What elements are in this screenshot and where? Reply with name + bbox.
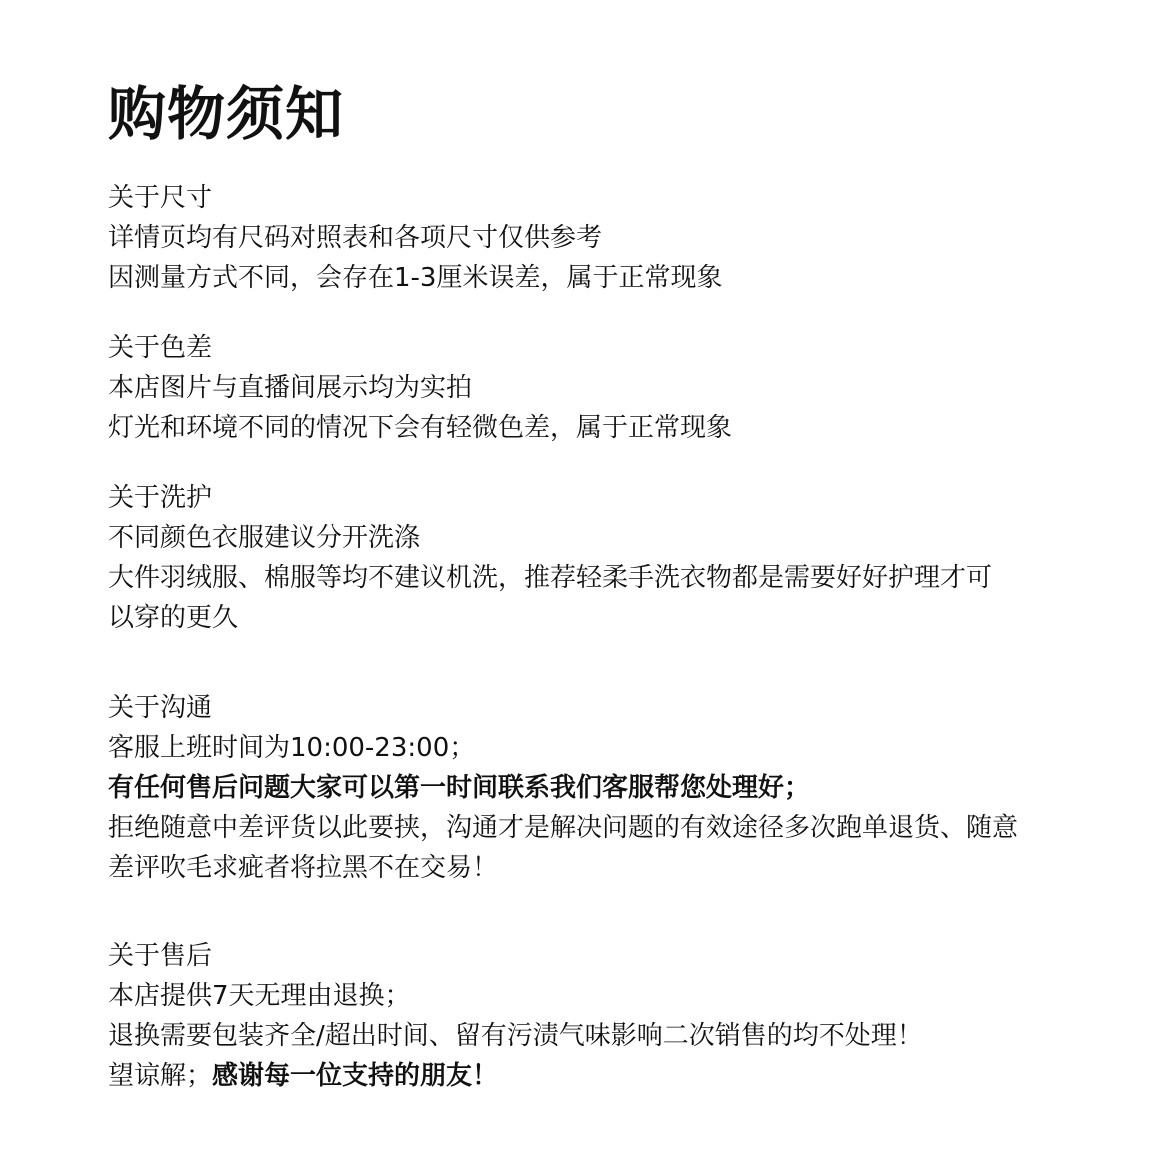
section-heading: 关于沟通 — [108, 693, 213, 723]
section-line: 退换需要包装齐全/超出时间、留有污渍气味影响二次销售的均不处理！ — [108, 1021, 923, 1051]
section-line: 本店图片与直播间展示均为实拍 — [108, 373, 473, 403]
section-closing-line — [108, 1056, 1088, 1096]
section-line: 本店提供7天无理由退换； — [108, 981, 411, 1011]
section-line: 不同颜色衣服建议分开洗涤 — [108, 523, 421, 553]
section-heading: 关于尺寸 — [108, 183, 213, 213]
section-line: 客服上班时间为10:00-23:00； — [108, 733, 476, 763]
section-line: 灯光和环境不同的情况下会有轻微色差，属于正常现象 — [108, 413, 733, 443]
closing-regular-text: 望谅解； — [108, 1061, 213, 1091]
section-after-sales — [108, 936, 1088, 1096]
section-line-emphasis: 有任何售后问题大家可以第一时间联系我们客服帮您处理好； — [108, 773, 811, 803]
closing-bold-text: 感谢每一位支持的朋友！ — [212, 1061, 499, 1091]
page-title: 购物须知 — [108, 80, 345, 148]
section-line: 拒绝随意中差评货以此要挟，沟通才是解决问题的有效途径多次跑单退货、随意 — [108, 813, 1019, 843]
section-heading: 关于售后 — [108, 941, 213, 971]
section-color-difference — [108, 328, 1088, 448]
section-line: 差评吹毛求疵者将拉黑不在交易！ — [108, 853, 499, 883]
shopping-notice — [108, 80, 1088, 1096]
section-washing-care — [108, 478, 1088, 638]
section-line: 详情页均有尺码对照表和各项尺寸仅供参考 — [108, 223, 603, 253]
section-size — [108, 178, 1088, 298]
section-communication — [108, 688, 1088, 888]
section-line: 因测量方式不同，会存在1-3厘米误差，属于正常现象 — [108, 263, 723, 293]
section-line: 以穿的更久 — [108, 603, 239, 633]
section-heading: 关于色差 — [108, 333, 213, 363]
section-line: 大件羽绒服、棉服等均不建议机洗，推荐轻柔手洗衣物都是需要好好护理才可 — [108, 563, 993, 593]
section-heading: 关于洗护 — [108, 483, 213, 513]
